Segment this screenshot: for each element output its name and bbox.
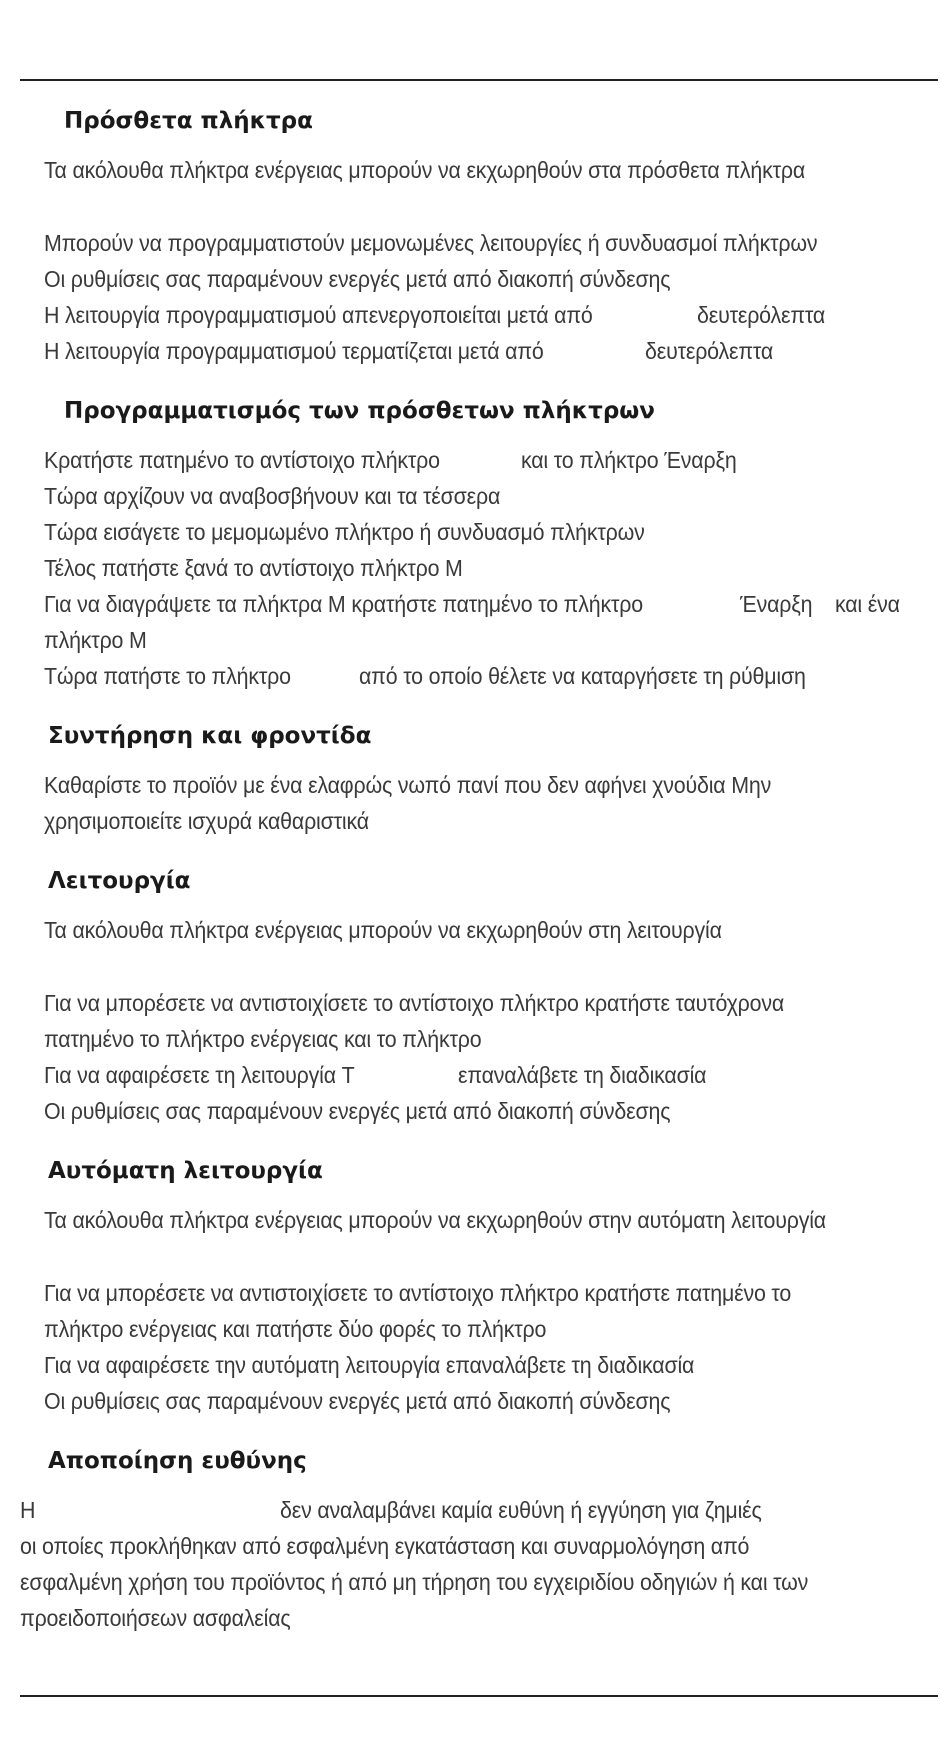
section-heading: Αυτόματη λειτουργία: [48, 1158, 323, 1184]
body-line: Για να αφαιρέσετε τη λειτουργία T: [44, 1062, 355, 1088]
body-line-suffix: δευτερόλεπτα: [697, 302, 826, 328]
intro-text: Τα ακόλουθα πλήκτρα ενέργειας μπορούν να εκχωρηθούν στην αυτόματη λειτουργία: [44, 1207, 826, 1233]
body-line-part: Έναρξη: [740, 591, 813, 617]
body-line: Για να διαγράψετε τα πλήκτρα M κρατήστε πατημένο το πλήκτρο: [44, 591, 643, 617]
body-line: πλήκτρο M: [44, 627, 147, 653]
body-line: Η: [20, 1497, 36, 1523]
body-line-suffix: και το πλήκτρο Έναρξη: [521, 447, 737, 473]
body-line: Οι ρυθμίσεις σας παραμένουν ενεργές μετά από διακοπή σύνδεσης: [44, 1388, 671, 1414]
body-line-suffix: επαναλάβετε τη διαδικασία: [458, 1062, 707, 1088]
body-line: Για να μπορέσετε να αντιστοιχίσετε το αντίστοιχο πλήκτρο κρατήστε ταυτόχρονα: [44, 990, 785, 1016]
body-line: Τώρα αρχίζουν να αναβοσβήνουν και τα τέσσερα: [44, 483, 501, 509]
body-line: Τέλος πατήστε ξανά το αντίστοιχο πλήκτρο M: [44, 555, 463, 581]
top-divider: [20, 79, 938, 81]
body-line: Για να αφαιρέσετε την αυτόματη λειτουργία επαναλάβετε τη διαδικασία: [44, 1352, 695, 1378]
body-line: Οι ρυθμίσεις σας παραμένουν ενεργές μετά από διακοπή σύνδεσης: [44, 266, 671, 292]
body-line: Για να μπορέσετε να αντιστοιχίσετε το αντίστοιχο πλήκτρο κρατήστε πατημένο το: [44, 1280, 792, 1306]
body-line: Η λειτουργία προγραμματισμού απενεργοποιείται μετά από: [44, 302, 593, 328]
body-line: Οι ρυθμίσεις σας παραμένουν ενεργές μετά από διακοπή σύνδεσης: [44, 1098, 671, 1124]
body-line: Κρατήστε πατημένο το αντίστοιχο πλήκτρο: [44, 447, 440, 473]
section-heading: Αποποίηση ευθύνης: [48, 1448, 307, 1474]
intro-text: Τα ακόλουθα πλήκτρα ενέργειας μπορούν να εκχωρηθούν στη λειτουργία: [44, 917, 722, 943]
body-line: Η λειτουργία προγραμματισμού τερματίζεται μετά από: [44, 338, 544, 364]
section-heading: Προγραμματισμός των πρόσθετων πλήκτρων: [64, 398, 655, 424]
body-line: χρησιμοποιείτε ισχυρά καθαριστικά: [44, 808, 369, 834]
body-line: Καθαρίστε το προϊόν με ένα ελαφρώς νωπό πανί που δεν αφήνει χνούδια Μην: [44, 772, 772, 798]
body-line: εσφαλμένη χρήση του προϊόντος ή από μη τήρηση του εγχειριδίου οδηγιών ή και των: [20, 1569, 809, 1595]
body-line-suffix: δεν αναλαμβάνει καμία ευθύνη ή εγγύηση για ζημιές: [280, 1497, 762, 1523]
body-line: πατημένο το πλήκτρο ενέργειας και το πλήκτρο: [44, 1026, 482, 1052]
body-line: Τώρα πατήστε το πλήκτρο: [44, 663, 291, 689]
body-line: Τώρα εισάγετε το μεμομωμένο πλήκτρο ή συνδυασμό πλήκτρων: [44, 519, 645, 545]
body-line: Μπορούν να προγραμματιστούν μεμονωμένες λειτουργίες ή συνδυασμοί πλήκτρων: [44, 230, 818, 256]
section-heading: Πρόσθετα πλήκτρα: [64, 108, 313, 134]
body-line-suffix: από το οποίο θέλετε να καταργήσετε τη ρύθμιση: [359, 663, 806, 689]
section-heading: Λειτουργία: [48, 868, 191, 894]
intro-text: Τα ακόλουθα πλήκτρα ενέργειας μπορούν να εκχωρηθούν στα πρόσθετα πλήκτρα: [44, 157, 806, 183]
section-heading: Συντήρηση και φροντίδα: [48, 723, 372, 749]
body-line-suffix: δευτερόλεπτα: [645, 338, 774, 364]
body-line-part: και ένα: [835, 591, 900, 617]
bottom-divider: [20, 1695, 938, 1697]
body-line: πλήκτρο ενέργειας και πατήστε δύο φορές το πλήκτρο: [44, 1316, 547, 1342]
body-line: προειδοποιήσεων ασφαλείας: [20, 1605, 291, 1631]
body-line: οι οποίες προκλήθηκαν από εσφαλμένη εγκατάσταση και συναρμολόγηση από: [20, 1533, 750, 1559]
